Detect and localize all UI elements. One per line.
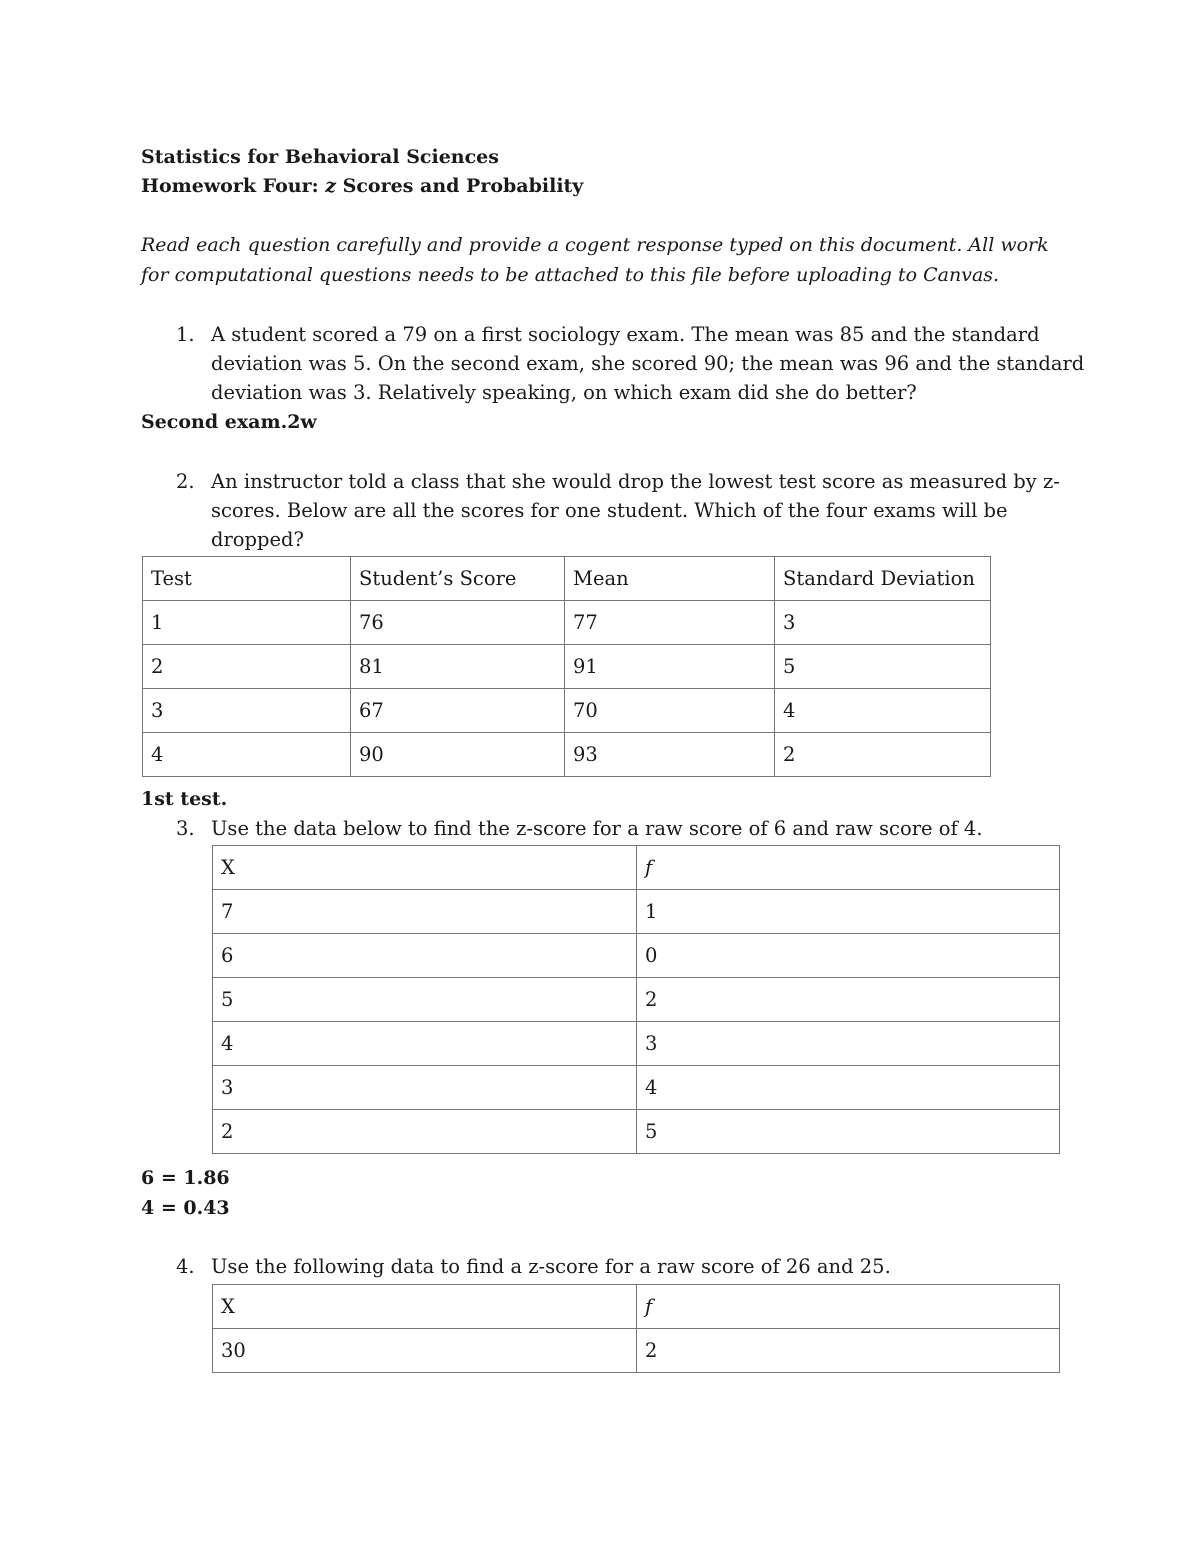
question-4-number: 4. xyxy=(176,1255,195,1278)
table-cell: 2 xyxy=(143,645,351,689)
table-header-cell: X xyxy=(213,846,637,890)
table-row xyxy=(213,978,1060,1022)
table-header-cell: Mean xyxy=(565,557,775,601)
table-cell: 4 xyxy=(637,1066,1060,1110)
question-3-answer-2: 4 = 0.43 xyxy=(141,1197,230,1219)
table-row xyxy=(213,1022,1060,1066)
question-2-answer: 1st test. xyxy=(141,788,228,810)
question-2-line-2: scores. Below are all the scores for one student. Which of the four exams will be xyxy=(211,499,1008,522)
table-cell: 4 xyxy=(143,733,351,777)
table-cell: 6 xyxy=(213,934,637,978)
homework-title-z: z xyxy=(325,175,337,197)
scores-table xyxy=(142,556,991,777)
table-row xyxy=(213,934,1060,978)
table-row xyxy=(213,1329,1060,1373)
table-cell: 90 xyxy=(351,733,565,777)
table-cell: 2 xyxy=(213,1110,637,1154)
table-cell: 67 xyxy=(351,689,565,733)
table-cell: 3 xyxy=(143,689,351,733)
table-cell: 81 xyxy=(351,645,565,689)
question-2-number: 2. xyxy=(176,470,195,493)
table-cell: 30 xyxy=(213,1329,637,1373)
homework-title-prefix: Homework Four: xyxy=(141,175,326,197)
table-header-cell: f xyxy=(637,846,1060,890)
table-cell: 3 xyxy=(637,1022,1060,1066)
table-header-row xyxy=(213,846,1060,890)
table-row xyxy=(143,601,991,645)
table-row xyxy=(213,1066,1060,1110)
table-cell: 3 xyxy=(775,601,991,645)
instructions-line-2: for computational questions needs to be attached to this file before uploading to Canvas. xyxy=(141,264,1000,286)
table-cell: 76 xyxy=(351,601,565,645)
table-cell: 4 xyxy=(775,689,991,733)
table-cell: 4 xyxy=(213,1022,637,1066)
table-header-cell: f xyxy=(637,1285,1060,1329)
table-row xyxy=(143,645,991,689)
question-1-answer: Second exam.2w xyxy=(141,411,317,433)
table-cell: 5 xyxy=(775,645,991,689)
table-cell: 2 xyxy=(637,978,1060,1022)
table-cell: 91 xyxy=(565,645,775,689)
question-4-line: Use the following data to find a z-score for a raw score of 26 and 25. xyxy=(211,1255,891,1278)
question-3-number: 3. xyxy=(176,817,195,840)
question-2-line-1: An instructor told a class that she would drop the lowest test score as measured by z- xyxy=(211,470,1060,493)
homework-title xyxy=(141,175,583,197)
course-title: Statistics for Behavioral Sciences xyxy=(141,146,499,168)
table-cell: 93 xyxy=(565,733,775,777)
table-cell: 1 xyxy=(143,601,351,645)
question-2-line-3: dropped? xyxy=(211,528,304,551)
table-cell: 5 xyxy=(637,1110,1060,1154)
question-1-line-2: deviation was 5. On the second exam, she scored 90; the mean was 96 and the standard xyxy=(211,352,1085,375)
homework-title-suffix: Scores and Probability xyxy=(336,175,584,197)
table-header-cell: X xyxy=(213,1285,637,1329)
table-row xyxy=(143,733,991,777)
table-header-cell: Test xyxy=(143,557,351,601)
table-cell: 7 xyxy=(213,890,637,934)
table-cell: 2 xyxy=(637,1329,1060,1373)
table-header-cell: Standard Deviation xyxy=(775,557,991,601)
table-cell: 1 xyxy=(637,890,1060,934)
question-1-line-1: A student scored a 79 on a first sociology exam. The mean was 85 and the standard xyxy=(211,323,1040,346)
table-cell: 70 xyxy=(565,689,775,733)
table-header-cell: Student’s Score xyxy=(351,557,565,601)
table-cell: 2 xyxy=(775,733,991,777)
frequency-table-q4 xyxy=(212,1284,1060,1373)
question-1-line-3: deviation was 3. Relatively speaking, on which exam did she do better? xyxy=(211,381,917,404)
table-cell: 3 xyxy=(213,1066,637,1110)
instructions-line-1: Read each question carefully and provide a cogent response typed on this document. All work xyxy=(141,234,1049,256)
frequency-table-q3 xyxy=(212,845,1060,1154)
table-row xyxy=(213,1110,1060,1154)
question-3-answer-1: 6 = 1.86 xyxy=(141,1167,230,1189)
table-header-row xyxy=(143,557,991,601)
table-header-row xyxy=(213,1285,1060,1329)
table-cell: 5 xyxy=(213,978,637,1022)
table-row xyxy=(213,890,1060,934)
question-3-line: Use the data below to find the z-score for a raw score of 6 and raw score of 4. xyxy=(211,817,983,840)
question-1-number: 1. xyxy=(176,323,195,346)
table-row xyxy=(143,689,991,733)
table-cell: 0 xyxy=(637,934,1060,978)
table-cell: 77 xyxy=(565,601,775,645)
